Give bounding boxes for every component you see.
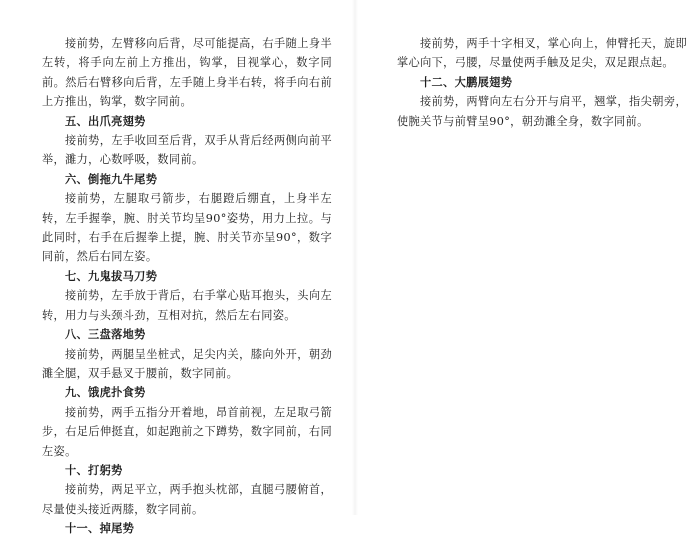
section-heading: 九、饿虎扑食势 <box>64 385 146 400</box>
section-heading: 八、三盘落地势 <box>64 327 146 342</box>
left-page-column <box>42 34 332 539</box>
body-paragraph: 接前势，左臂移向后背，尽可能提高，右手随上身半左转，将手向左前上方推出，钩掌，目视掌心，数字同前。然后右臂移向后背，左手随上身半右转，将手向右前上方推出，钩掌，数字同前。 <box>42 37 332 109</box>
right-page-column <box>397 34 687 131</box>
section-heading: 七、九鬼拔马刀势 <box>64 268 158 283</box>
body-paragraph: 接前势，两臂向左右分开与肩平，翘掌，指尖朝旁，使腕关节与前臂呈90°，朝劲濉全身，数字同前。 <box>397 95 687 128</box>
section-heading: 六、倒拖九牛尾势 <box>64 171 158 186</box>
body-paragraph: 接前势，两手十字相叉，掌心向上，伸臂托天，旋即掌心向下，弓腰，尽量使两手触及足尖，双足跟点起。 <box>397 37 687 70</box>
section-heading: 十、打躬势 <box>64 462 123 477</box>
body-paragraph: 接前势，两腿呈坐桩式，足尖内关，膝向外开，朝劲濉全腿，双手悬叉于腰前，数字同前。 <box>42 347 332 380</box>
body-paragraph: 接前势，左腿取弓箭步，右腿蹬后绷直，上身半左转，左手握拳，腕、肘关节均呈90°姿势，用力上拉。与此同时，右手在后握拳上提，腕、肘关节亦呈90°，数字同前，然后右同左姿。 <box>42 192 332 264</box>
body-paragraph: 接前势，两手五指分开着地，昂首前视，左足取弓箭步，右足后伸挺直，如起跑前之下蹲势，数字同前，右同左姿。 <box>42 405 332 458</box>
section-heading: 五、出爪亮翅势 <box>64 113 146 128</box>
body-paragraph: 接前势，两足平立，两手抱头枕部，直腿弓腰俯首，尽量使头接近两膝，数字同前。 <box>42 483 332 516</box>
body-paragraph: 接前势，左手放于背后，右手掌心贴耳抱头，头向左转，用力与头颈斗劲，互相对抗，然后左右同姿。 <box>42 289 332 322</box>
page-gutter <box>352 0 358 515</box>
section-heading: 十二、大鹏展翅势 <box>419 74 513 89</box>
section-heading: 十一、掉尾势 <box>64 521 135 536</box>
body-paragraph: 接前势，左手收回至后背，双手从背后经两侧向前平举，濉力，心数呼吸，数同前。 <box>42 134 332 167</box>
